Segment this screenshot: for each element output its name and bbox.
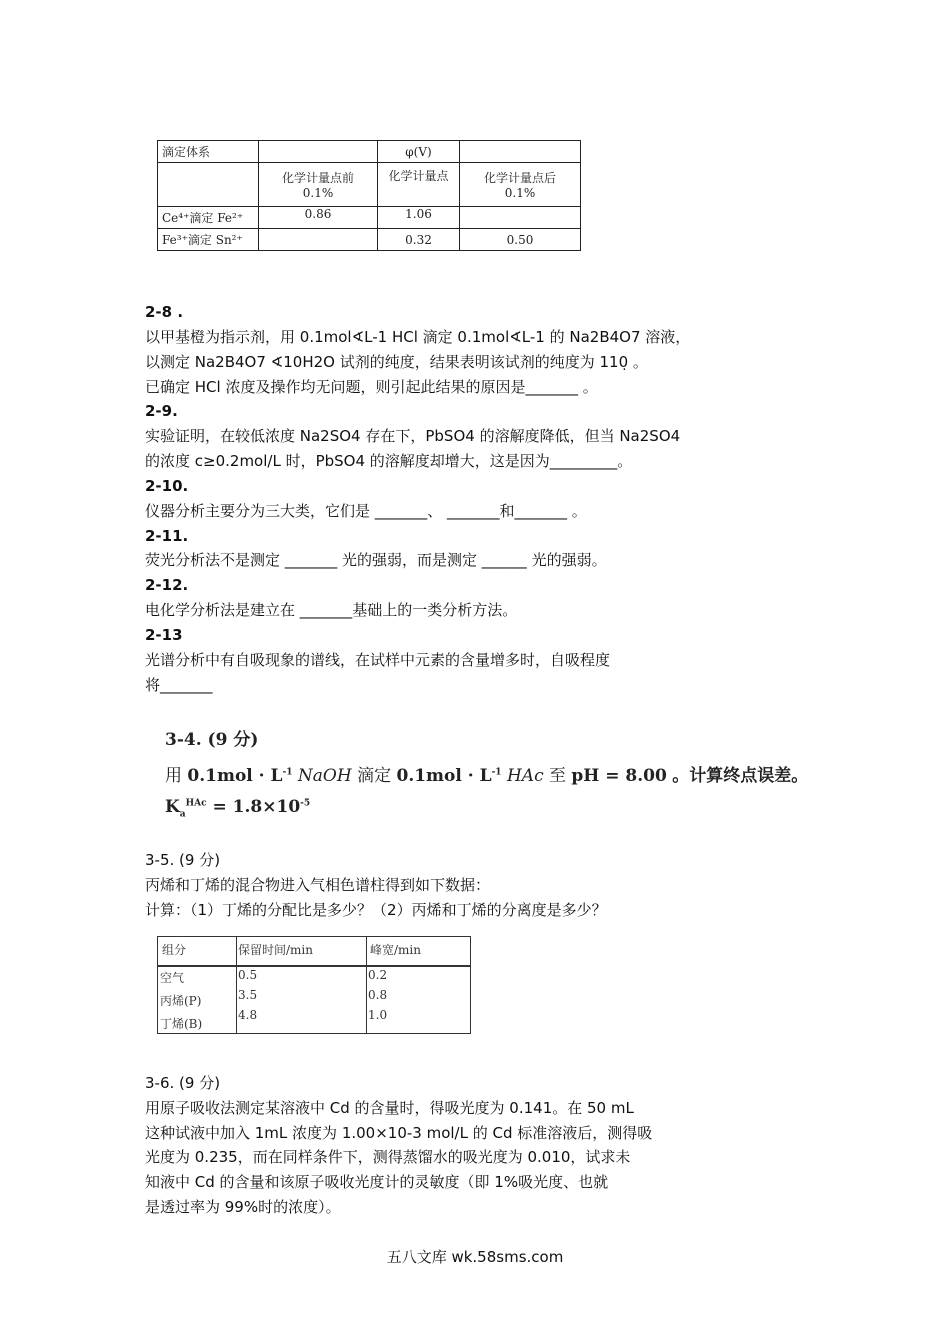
table-header-phi: φ(V) [378,141,460,163]
question-3-6-line1: 用原子吸收法测定某溶液中 Cd 的含量时，得吸光度为 0.141。在 50 mL [145,1099,634,1117]
question-3-6-line3: 光度为 0.235，而在同样条件下，测得蒸馏水的吸光度为 0.010，试求未 [145,1148,631,1166]
question-2-11-line1: 荧光分析法不是测定 _______ 光的强弱，而是测定 ______ 光的强弱。 [145,551,607,569]
row1-at: 1.06 [378,207,460,229]
question-2-8-line3: 已确定 HCl 浓度及操作均无问题，则引起此结果的原因是_______ 。 [145,378,598,396]
table-row-w: 0.8 [368,988,388,1002]
text: 用 [165,766,182,786]
table-header-retention: 保留时间/min [238,943,313,957]
table-row-rt: 0.5 [238,968,258,982]
question-3-4-heading: 3-4. (9 分) [165,730,259,750]
question-3-6-line4: 知液中 Cd 的含量和该原子吸收光度计的灵敏度（即 1%吸光度、也就 [145,1173,609,1191]
question-3-5-heading: 3-5. (9 分) [145,851,221,869]
row2-after: 0.50 [460,229,581,251]
text: 。计算终点误差。 [672,766,809,786]
row1-before: 0.86 [259,207,378,229]
concentration-2: $0.1mol \cdot L^{-1}$ [396,766,502,786]
concentration-1: $0.1mol \cdot L^{-1}$ [187,766,293,786]
table-cell [158,163,259,207]
ph-value: pH = 8.00 [571,766,667,786]
question-2-8-line1: 以甲基橙为指示剂，用 0.1mol∢L-1 HCl 滴定 0.1mol∢L-1 的 Na2B4O7 溶液， [145,328,691,346]
question-3-4-line2: $K_a^{HAc} = 1.8\times 10^{-5}$ [165,797,311,820]
row1-label: Ce⁴⁺滴定 Fe²⁺ [158,207,259,229]
table-header-component: 组分 [162,943,187,957]
table-header-at: 化学计量点 [378,163,460,207]
table-cell [460,141,581,163]
text: 滴定 [357,766,392,786]
chromatography-table [157,936,471,1034]
hac: HAc [506,766,544,786]
question-2-9-number: 2-9. [145,402,178,420]
question-3-6-line5: 是透过率为 99%时的浓度）。 [145,1198,341,1216]
question-3-6-line2: 这种试液中加入 1mL 浓度为 1.00×10-3 mol/L 的 Cd 标准溶液后，测得吸 [145,1124,653,1142]
table-row-comp: 丁烯(B) [160,1017,203,1031]
table-header-width: 峰宽/min [370,943,421,957]
table-row-comp: 丙烯(P) [160,994,202,1008]
row2-before [259,229,378,251]
question-3-4-block [165,725,809,820]
question-3-5-line1: 丙烯和丁烯的混合物进入气相色谱柱得到如下数据： [145,876,491,894]
question-2-9-line1: 实验证明，在较低浓度 Na2SO4 存在下，PbSO4 的溶解度降低，但当 Na2SO4 [145,427,681,445]
table-header-after: 化学计量点后 0.1% [460,163,581,207]
question-2-13-number: 2-13 [145,626,183,644]
question-2-11-number: 2-11. [145,527,189,545]
question-2-12-number: 2-12. [145,576,189,594]
potential-table [157,140,581,251]
text: 至 [549,766,566,786]
footer-watermark: 五八文库 wk.58sms.com [386,1248,564,1266]
table-header-system: 滴定体系 [158,141,259,163]
question-2-10-line1: 仪器分析主要分为三大类，它们是 _______、 _______和_______ 。 [145,502,587,520]
table-row-comp: 空气 [160,971,185,985]
row2-label: Fe³⁺滴定 Sn²⁺ [158,229,259,251]
naoh: NaOH [297,766,352,786]
table-row-w: 1.0 [368,1008,388,1022]
question-3-4-line1 [165,761,808,786]
row1-after [460,207,581,229]
table-row-rt: 3.5 [238,988,258,1002]
question-2-12-line1: 电化学分析法是建立在 _______基础上的一类分析方法。 [145,601,518,619]
table-row-rt: 4.8 [238,1008,258,1022]
question-3-5-line2: 计算：（1）丁烯的分配比是多少？（2）丙烯和丁烯的分离度是多少？ [145,901,607,919]
table-header-before: 化学计量点前 0.1% [259,163,378,207]
question-2-9-line2: 的浓度 c≥0.2mol/L 时，PbSO4 的溶解度却增大，这是因为_________。 [145,452,633,470]
table-cell [259,141,378,163]
question-2-13-line2: 将_______ [145,676,213,694]
question-2-10-number: 2-10. [145,477,189,495]
table-row-w: 0.2 [368,968,388,982]
question-3-6-heading: 3-6. (9 分) [145,1074,221,1092]
row2-at: 0.32 [378,229,460,251]
question-2-8-number: 2-8 . [145,303,184,321]
question-2-13-line1: 光谱分析中有自吸现象的谱线，在试样中元素的含量增多时，自吸程度 [145,651,611,669]
question-2-8-line2: 以测定 Na2B4O7 ∢10H2O 试剂的纯度，结果表明该试剂的纯度为 110̣ 。 [145,353,648,371]
